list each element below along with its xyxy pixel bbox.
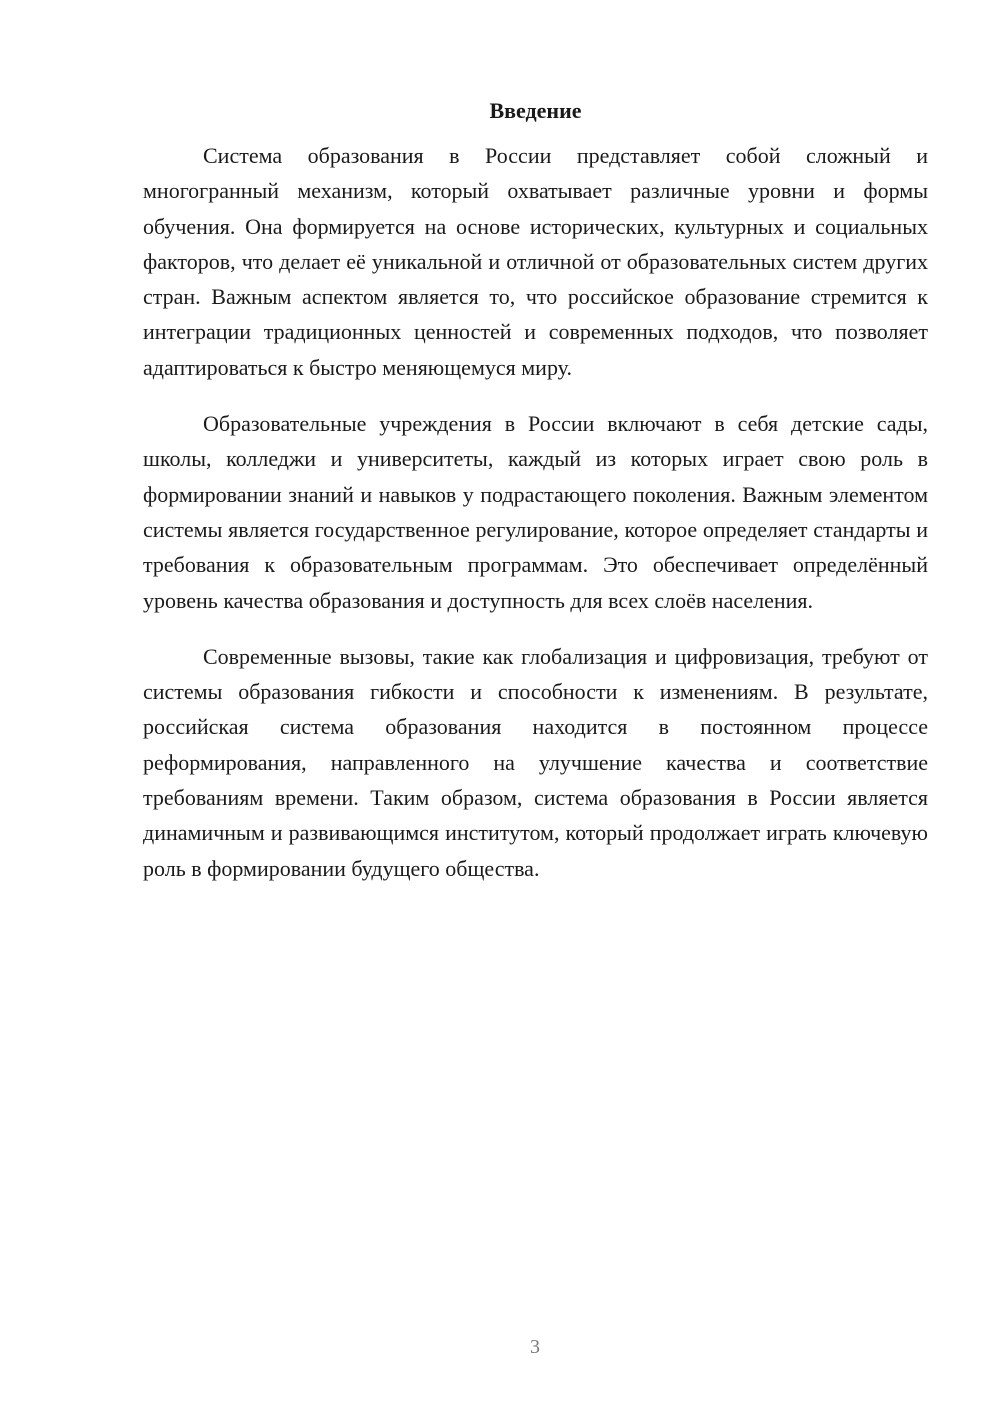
paragraph-1: Система образования в России представляет собой сложный и многогранный механизм, который охватывает различные уровни и формы обучения. Она формируется на основе исторических, культурных и социальных факторов, что делает её уникальной и отличной от образовательных систем других стран. Важным аспектом является то, что российское образование стремится к интеграции традиционных ценностей и современных подходов, что позволяет адаптироваться к быстро меняющемуся миру.: [143, 143, 928, 380]
paragraph-2: Образовательные учреждения в России включают в себя детские сады, школы, колледжи и университеты, каждый из которых играет свою роль в формировании знаний и навыков у подрастающего поколения. Важным элементом системы является государственное регулирование, которое определяет стандарты и требования к образовательным программам. Это обеспечивает определённый уровень качества образования и доступность для всех слоёв населения.: [143, 411, 928, 613]
section-title: Введение: [489, 98, 582, 123]
paragraph-3: Современные вызовы, такие как глобализация и цифровизация, требуют от системы образования гибкости и способности к изменениям. В результате, российская система образования находится в постоянном процессе реформирования, направленного на улучшение качества и соответствие требованиям времени. Таким образом, система образования в России является динамичным и развивающимся институтом, который продолжает играть ключевую роль в формировании будущего общества.: [143, 643, 928, 881]
page-number: 3: [530, 1336, 540, 1358]
page-body: [143, 94, 928, 907]
